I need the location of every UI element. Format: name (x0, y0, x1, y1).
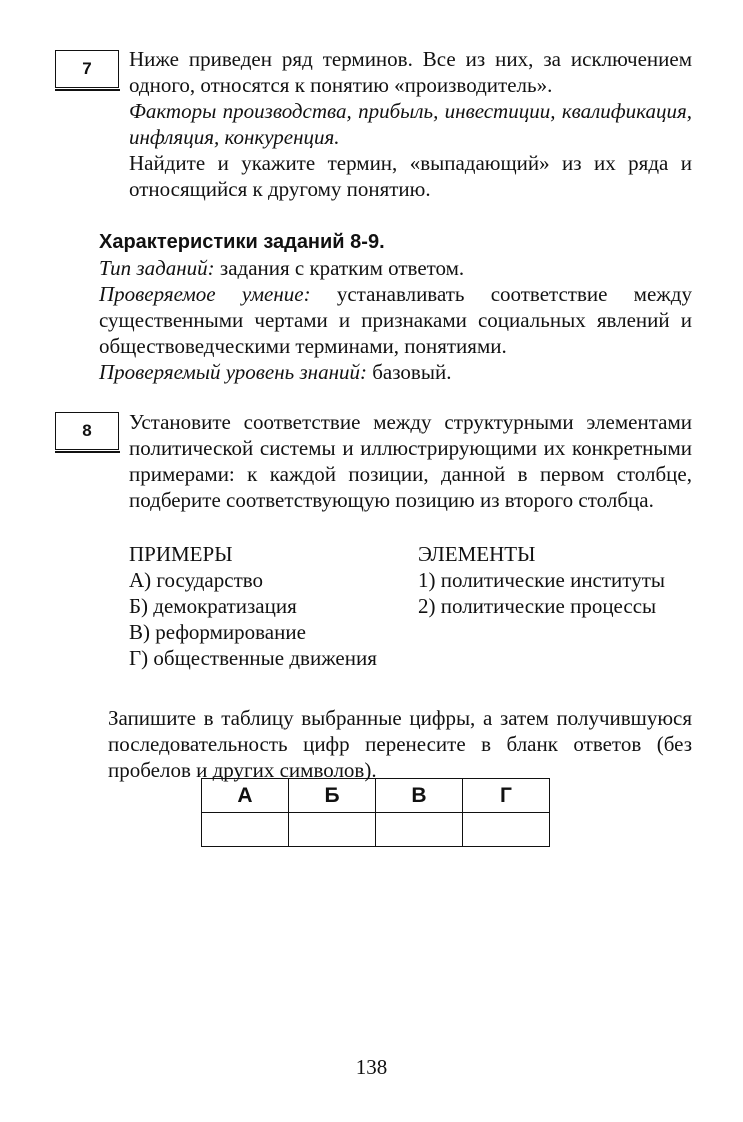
characteristics-title: Характеристики заданий 8-9. (99, 231, 385, 253)
answer-table-answer-row (202, 813, 550, 847)
element-item: 1) политические институты (418, 568, 665, 592)
characteristics-section (99, 229, 692, 385)
task-8-answer-instruction: Запишите в таблицу выбранные цифры, а затем получившуюся последовательность цифр перенесите в бланк ответов (без пробелов и других символов). (108, 706, 692, 782)
task-7-question: Найдите и укажите термин, «выпадающий» из их ряда и относящийся к другому понятию. (129, 151, 692, 201)
skill-line (99, 281, 692, 359)
answer-table-header: Б (289, 779, 376, 813)
answer-table-header: В (376, 779, 463, 813)
matching-columns (129, 541, 692, 701)
skill-label: Проверяемое умение: (99, 282, 311, 306)
answer-table (201, 778, 550, 847)
skill-value: устанавливать соответствие между существенными чертами и признаками социальных явлений и обществоведческими терминами, понятиями. (99, 282, 692, 358)
example-item: Г) общественные движения (129, 646, 377, 670)
task-8-number-box (55, 412, 119, 450)
elements-column (418, 541, 698, 619)
task-8-instruction (129, 409, 692, 513)
task-8-instruction-text: Установите соответствие между структурными элементами политической системы и иллюстрирующими их конкретными примерами: к каждой позиции, данной в первом столбце, подберите соответствующую позицию из второго столбца. (129, 410, 692, 512)
example-item: Б) демократизация (129, 594, 297, 618)
task-type-line (99, 255, 692, 281)
task-7-intro: Ниже приведен ряд терминов. Все из них, за исключением одного, относятся к понятию «производитель». (129, 47, 692, 97)
task-8-after-text (108, 705, 692, 783)
level-line (99, 359, 692, 385)
answer-cell[interactable] (376, 813, 463, 847)
answer-table-header: А (202, 779, 289, 813)
examples-header: ПРИМЕРЫ (129, 542, 233, 566)
answer-table-header-row (202, 779, 550, 813)
task-7-number-box (55, 50, 119, 88)
level-label: Проверяемый уровень знаний: (99, 360, 367, 384)
answer-table-header: Г (463, 779, 550, 813)
task-8-number: 8 (82, 421, 92, 440)
page-number: 138 (355, 1055, 388, 1079)
answer-cell[interactable] (289, 813, 376, 847)
task-7-terms: Факторы производства, прибыль, инвестиции, квалификация, инфляция, конкуренция. (129, 99, 692, 149)
task-7-number: 7 (82, 59, 92, 78)
task-type-value: задания с кратким ответом. (214, 256, 465, 280)
elements-header: ЭЛЕМЕНТЫ (418, 542, 536, 566)
example-item: А) государство (129, 568, 264, 592)
example-item: В) реформирование (129, 620, 306, 644)
task-7-text (129, 46, 692, 202)
level-value: базовый. (367, 360, 452, 384)
answer-cell[interactable] (202, 813, 289, 847)
examples-column (129, 541, 384, 671)
answer-cell[interactable] (463, 813, 550, 847)
task-type-label: Тип заданий: (99, 256, 215, 280)
element-item: 2) политические процессы (418, 594, 657, 618)
